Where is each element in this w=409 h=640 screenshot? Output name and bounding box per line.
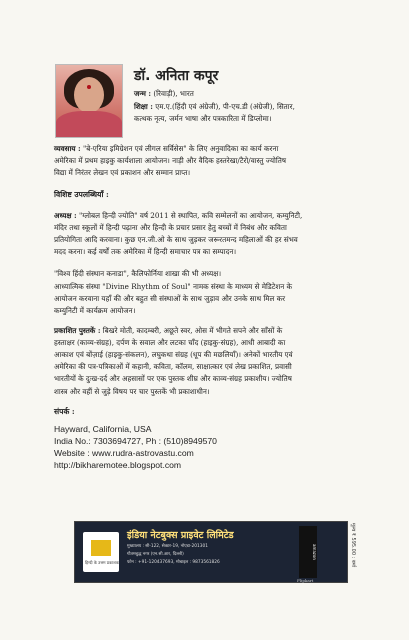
publisher-logo: हिन्दी के उत्तम प्रकाशक [83,532,119,572]
business-line-2: अमेरिका में प्रथम हाइकु कार्यशाला आयोजन। नाड़ी और वैदिक हस्तरेखा/टैरो/वास्तु ज्योतिष [54,156,286,165]
achievement-line: कम्युनिटी में कार्यक्रम आयोजन। [54,306,136,315]
education-line-1: शिक्षा : एम.ए.(हिंदी एवं अंग्रेजी), पी-एच.डी (अंग्रेजी), सितार, [134,102,295,111]
contact-phone: India No.: 7303694727, Ph : (510)8949570 [54,436,217,446]
price-label: मूल्य ₹ 595.00 : बर्मा [350,523,356,568]
achievement-line: आयोजन करवाना यहाँ की और बहुत सी संस्थाओं के साथ जुड़ाव और उनके साथ मिल कर [54,294,286,303]
contact-website-link[interactable]: Website : www.rudra-astrovastu.com [54,448,194,458]
business-line-1: व्यवसाय : "बे-एरिया इमिग्रेशन एवं लीगल सर्विसेस" के लिए अनुवादिका का कार्य करना [54,144,279,153]
publisher-banner [74,521,348,583]
achievement-line: प्रतियोगिता आदि करवाना। कुछ एन.जी.ओ के साथ जुड़कर जरूरतमन्द महिलाओं की हर संभव [54,235,298,244]
achievement-line: मंदिर तथा स्कूलों में हिन्दी पढ़ाना और हिन्दी के प्रचार प्रसार हेतु बच्चों में निबंध और कविता [54,223,287,232]
achievement-line: आध्यात्मिक संस्था "Divine Rhythm of Soul" नामक संस्था के माध्यम से मेडिटेशन के [54,282,293,291]
publisher-phone: फोन : +91-120437693, मोबाइल : 9873561826 [127,560,220,565]
contact-heading: संपर्क : [54,407,75,416]
amazon-logo: amazon [299,526,317,578]
publisher-address: गौतमबुद्ध नगर (एन.सी.आर, दिल्ली) [127,552,184,557]
contact-address: Hayward, California, USA [54,424,152,434]
education-line-2: कत्थक नृत्य, जर्मन भाषा और पत्रकारिता में डिप्लोमा। [134,114,272,123]
publisher-name: इंडिया नेटबुक्स प्राइवेट लिमिटेड [127,530,234,541]
achievements-heading: विशिष्ट उपलब्धियाँ : [54,190,109,199]
achievement-line: अध्यक्ष : "ग्लोबल हिन्दी ज्योति" वर्ष 2011 से स्थापित, कवि सम्मेलनों का आयोजन, कम्युनिटी, [54,211,303,220]
publisher-address: मुख्यालय : सी-122, सेक्टर-19, नोएडा-201301 [127,544,208,549]
birth-line: जन्म : (रिवाड़ी), भारत [134,89,194,98]
books-line: प्रकाशित पुस्तकें : बिखरे मोती, कादम्बरी, अछूते स्वर, ओस में भीगते सपने और साँसों के [54,326,283,335]
contact-blog-link[interactable]: http://bikharemotee.blogspot.com [54,460,182,470]
books-line: हस्ताक्षर (काव्य-संग्रह), दर्पण के सवाल और लटका चाँद (हाइकु-संग्रह), आधी आबादी का [54,338,286,347]
author-photo [55,64,123,138]
achievement-line: "विश्व हिंदी संस्थान कनाडा", कैलिफोर्निया शाखा की भी अध्यक्ष। [54,269,222,278]
books-line: भारतीयों के दुःख-दर्द और अहसासों पर एक पुस्तक शीघ्र और काव्य-संग्रह प्रकाशीय। ज्योतिष [54,374,292,383]
business-line-3: विद्या में निरंतर लेखन एवं प्रकाशन और सम्मान प्राप्त। [54,168,191,177]
books-line: अमेरिका की पत्र-पत्रिकाओं में कहानी, कविता, कॉलम, साक्षात्कार एवं लेख प्रकाशित, प्रवासी [54,362,292,371]
books-line: शास्त्र और वहीं से जुड़े विषय पर चार पुस्तकें भी प्रकाशाधीन। [54,387,210,396]
flipkart-logo: Flipkart [297,578,314,583]
books-line: आकाश एवं बोंज़ाई (हाइकु-संकलन), लघुकथा संग्रह (धूप की मछलियाँ)। अनेकों भारतीय एवं [54,350,293,359]
author-name: डॉ. अनिता कपूर [134,68,219,84]
achievement-line: मदद करना। कई वर्षों तक अमेरिका में हिन्दी समाचार पत्र का सम्पादन। [54,247,237,256]
